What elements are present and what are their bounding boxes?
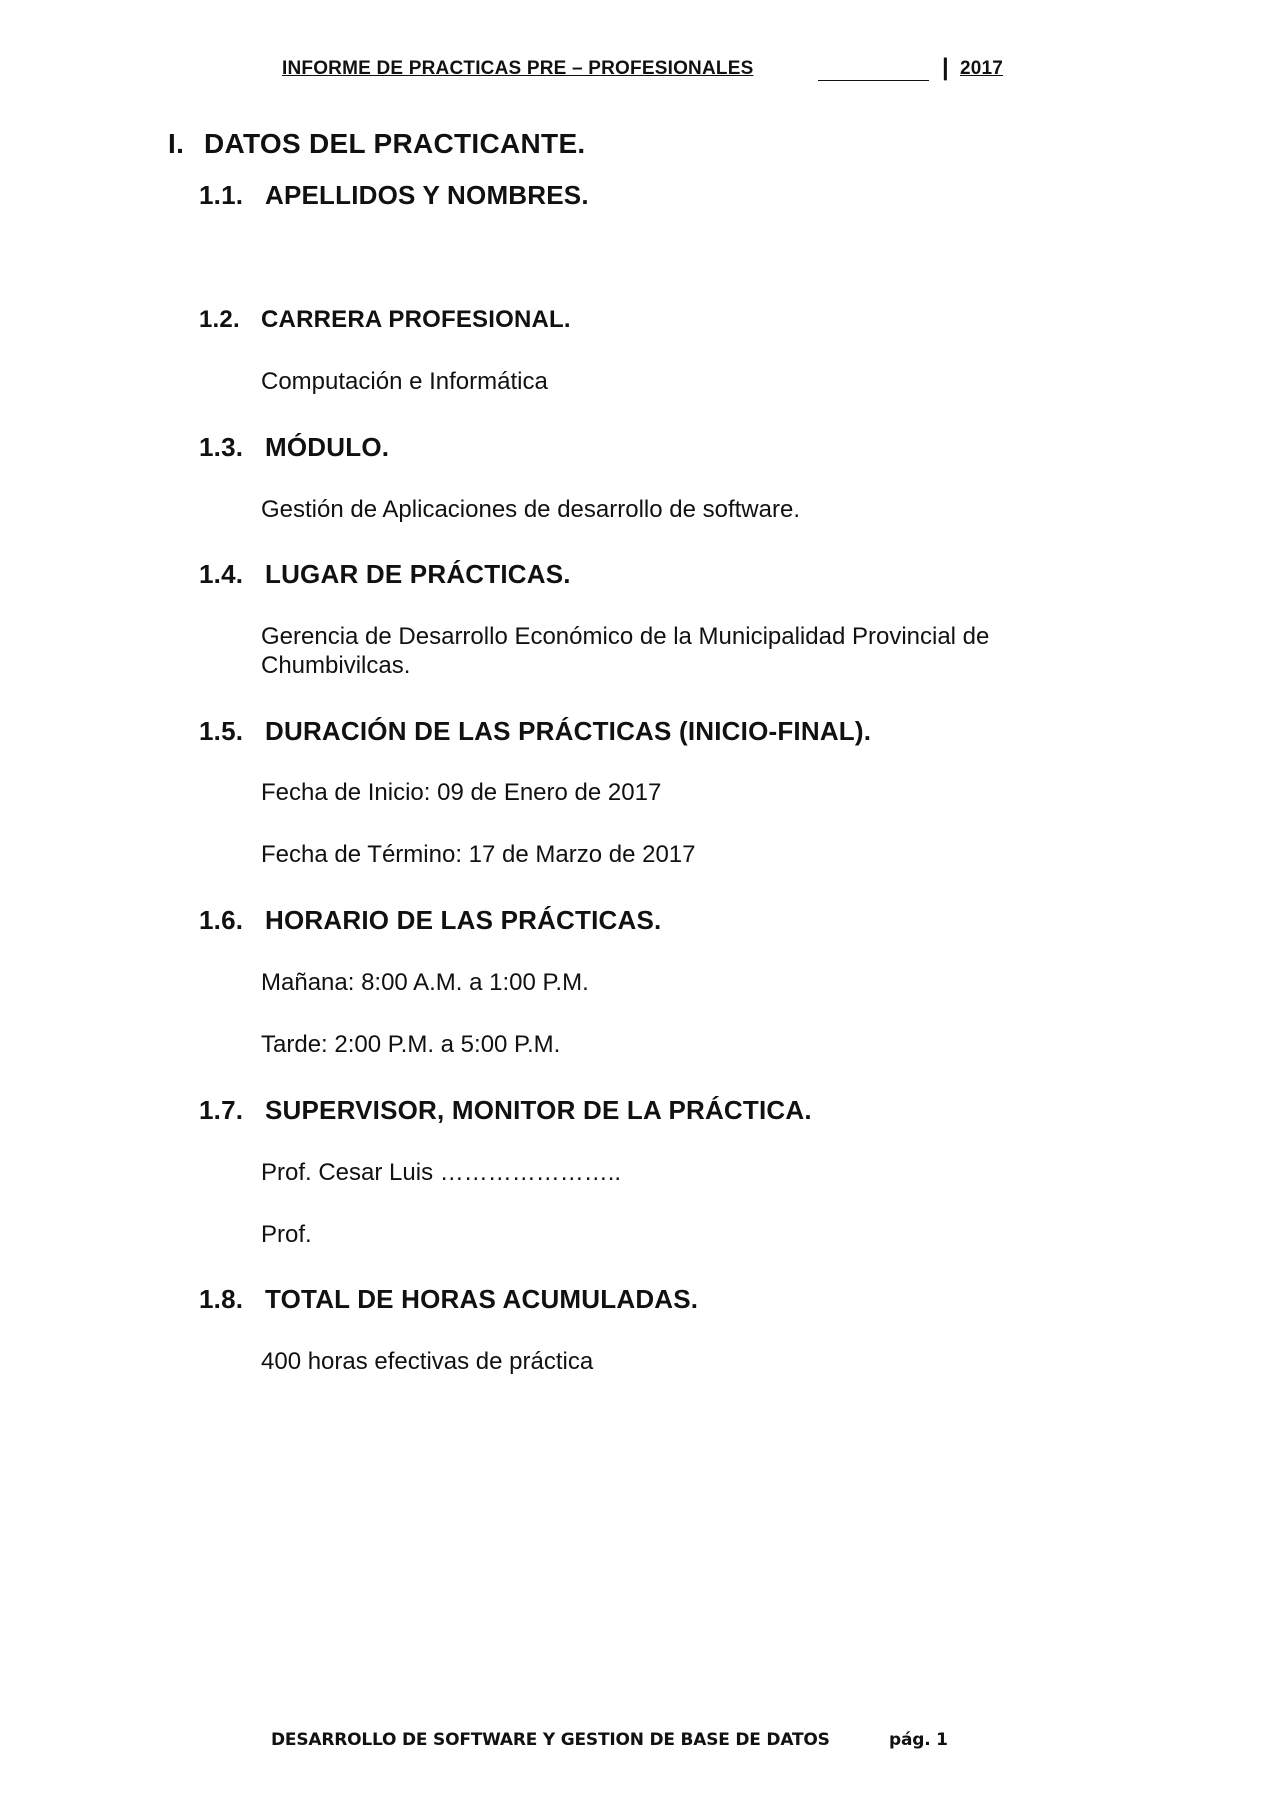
header-separator: | (942, 54, 949, 81)
item-title: HORARIO DE LAS PRÁCTICAS. (265, 905, 662, 935)
item-heading-1-5 (199, 716, 871, 747)
item-number: 1.3. (199, 432, 244, 462)
item-heading-1-7 (199, 1095, 812, 1126)
item-number: 1.5. (199, 716, 244, 746)
item-number: 1.4. (199, 559, 244, 589)
item-heading-1-8 (199, 1284, 698, 1315)
header-title: INFORME DE PRACTICAS PRE – PROFESIONALES (282, 58, 754, 79)
item-number: 1.1. (199, 180, 244, 210)
item-number: 1.7. (199, 1095, 244, 1125)
item-title: CARRERA PROFESIONAL. (261, 306, 571, 333)
item-title: SUPERVISOR, MONITOR DE LA PRÁCTICA. (265, 1095, 812, 1125)
header-year: 2017 (960, 58, 1004, 79)
item-heading-1-3 (199, 432, 389, 463)
item-title: DURACIÓN DE LAS PRÁCTICAS (INICIO-FINAL). (265, 716, 872, 746)
section-title: DATOS DEL PRACTICANTE. (204, 128, 586, 159)
item-text-1-5-start: Fecha de Inicio: 09 de Enero de 2017 (261, 779, 662, 806)
item-title: TOTAL DE HORAS ACUMULADAS. (265, 1284, 699, 1314)
header-underline-fill (818, 80, 929, 81)
item-text-1-5-end: Fecha de Término: 17 de Marzo de 2017 (261, 841, 696, 868)
page-header (282, 54, 1009, 84)
item-text-1-3: Gestión de Aplicaciones de desarrollo de software. (261, 496, 800, 523)
item-text-1-8: 400 horas efectivas de práctica (261, 1348, 594, 1375)
page-number: pág. 1 (889, 1730, 948, 1750)
item-text-1-7-monitor: Prof. (261, 1221, 312, 1248)
item-title: LUGAR DE PRÁCTICAS. (265, 559, 571, 589)
section-heading (168, 128, 586, 160)
item-heading-1-2 (199, 306, 571, 334)
footer-text: DESARROLLO DE SOFTWARE Y GESTION DE BASE DE DATOS (271, 1730, 830, 1750)
item-number: 1.8. (199, 1284, 244, 1314)
section-number: I. (168, 128, 185, 159)
item-text-1-6-morning: Mañana: 8:00 A.M. a 1:00 P.M. (261, 969, 589, 996)
item-title: MÓDULO. (265, 432, 390, 462)
item-heading-1-1 (199, 180, 589, 211)
item-heading-1-4 (199, 559, 571, 590)
item-text-1-2: Computación e Informática (261, 368, 548, 395)
item-title: APELLIDOS Y NOMBRES. (265, 180, 589, 210)
item-text-1-4-line-2: Chumbivilcas. (261, 652, 411, 679)
item-number: 1.6. (199, 905, 244, 935)
item-text-1-4-line-1: Gerencia de Desarrollo Económico de la Municipalidad Provincial de (261, 623, 990, 650)
item-heading-1-6 (199, 905, 661, 936)
item-text-1-6-afternoon: Tarde: 2:00 P.M. a 5:00 P.M. (261, 1031, 561, 1058)
item-text-1-7-supervisor: Prof. Cesar Luis ………………….. (261, 1159, 622, 1186)
item-number: 1.2. (199, 306, 240, 333)
